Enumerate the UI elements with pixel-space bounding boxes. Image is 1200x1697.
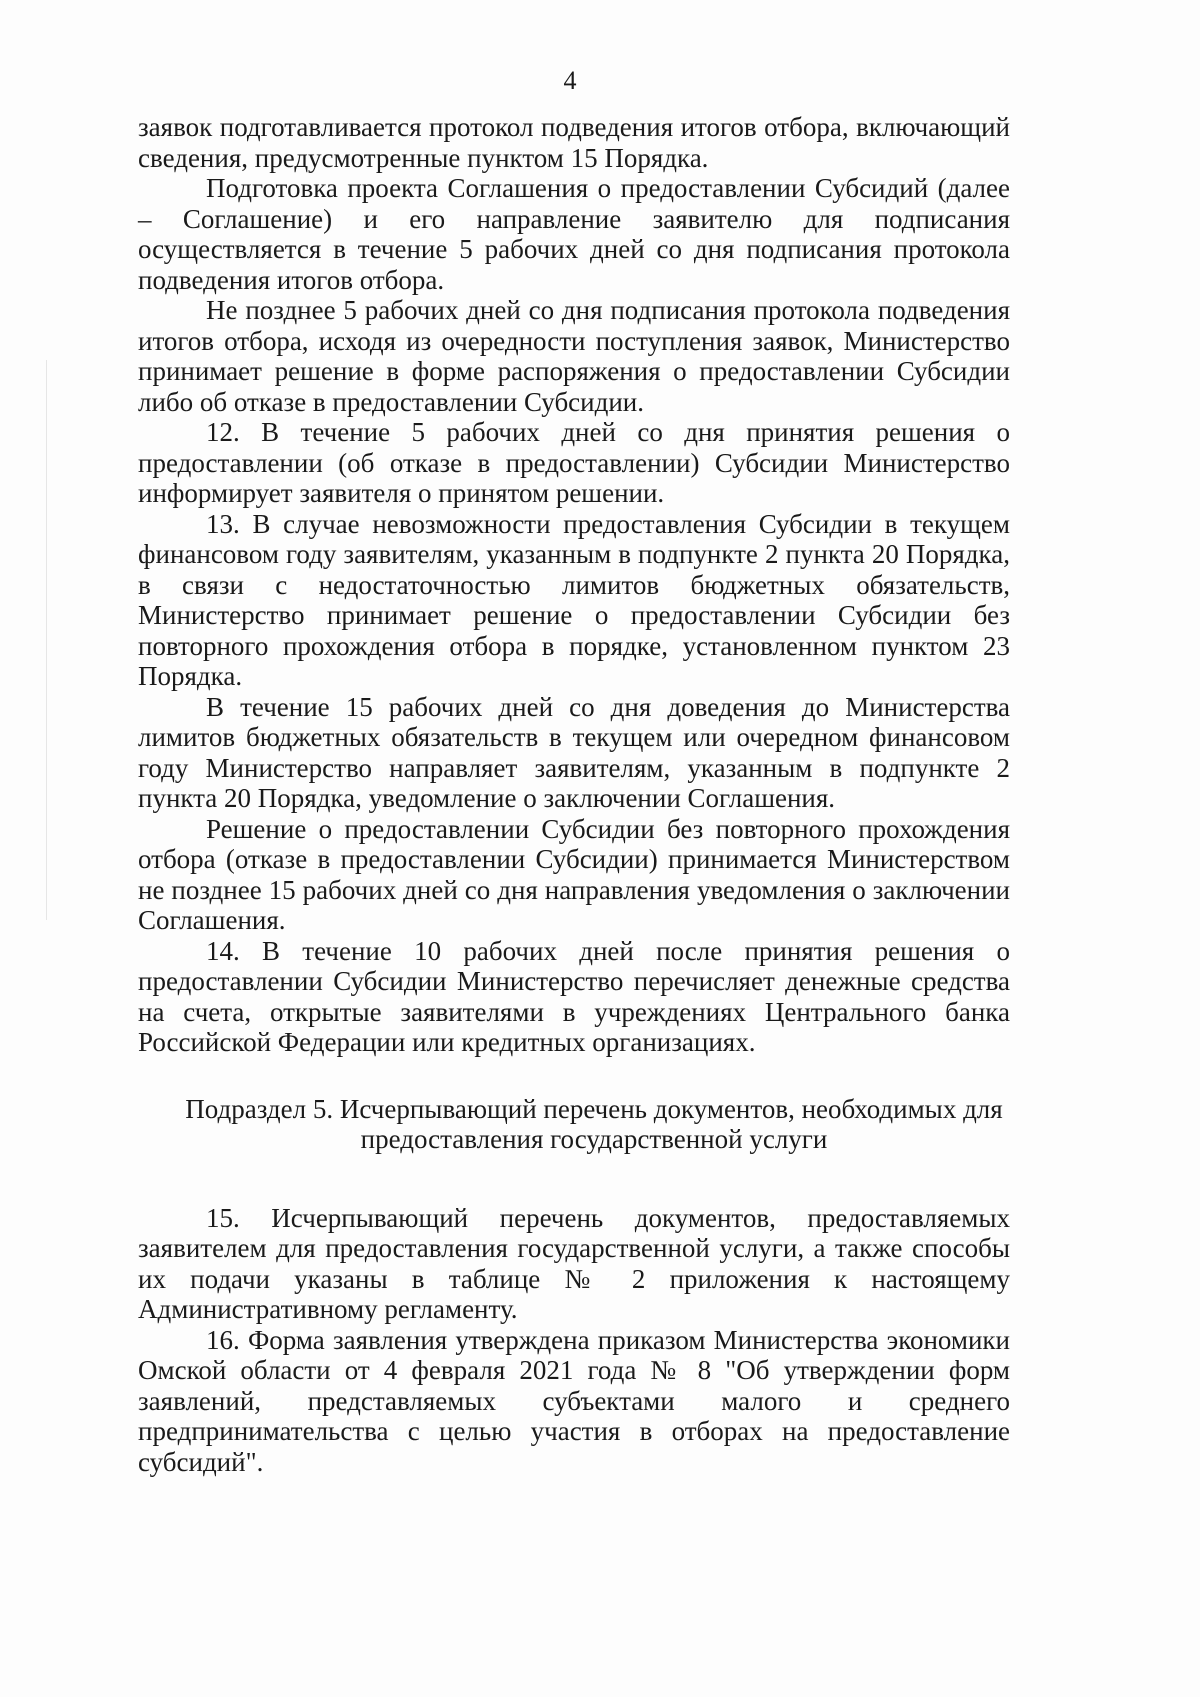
paragraph-continuation: заявок подготавливается протокол подведения итогов отбора, включающий сведения, предусмотренные пунктом 15 Порядка. — [138, 112, 1010, 173]
paragraph-decision-without-selection: Решение о предоставлении Субсидии без повторного прохождения отбора (отказе в предоставлении Субсидии) принимается Министерством не позднее 15 рабочих дней со дня направления уведомления о заключении Соглашения. — [138, 813, 1010, 935]
paragraph-item-14: 14. В течение 10 рабочих дней после принятия решения о предоставлении Субсидии Министерство перечисляет денежные средства на счета, открытые заявителями в учреждениях Центрального банка Российской Федерации или кредитных организациях. — [138, 935, 1010, 1057]
scan-edge-mark — [46, 360, 47, 920]
section-heading-line1: Подраздел 5. Исчерпывающий перечень документов, необходимых для — [185, 1093, 1003, 1124]
paragraph-item-16: 16. Форма заявления утверждена приказом Министерства экономики Омской области от 4 февраля 2021 года № 8 "Об утверждении форм заявлений, представляемых субъектами малого и среднего предпринимательства с целью участия в отборах на предоставление субсидий". — [138, 1324, 1010, 1477]
document-body — [138, 112, 1010, 1477]
paragraph-item-13: 13. В случае невозможности предоставления Субсидии в текущем финансовом году заявителям, указанным в подпункте 2 пункта 20 Порядка, в связи с недостаточностью лимитов бюджетных обязательств, Министерство принимает решение о предоставлении Субсидии без повторного прохождения отбора в порядке, установленном пунктом 23 Порядка. — [138, 508, 1010, 691]
section-heading — [138, 1094, 1010, 1155]
section-heading-line2: предоставления государственной услуги — [360, 1124, 828, 1154]
paragraph-item-15: 15. Исчерпывающий перечень документов, предоставляемых заявителем для предоставления государственной услуги, а также способы их подачи указаны в таблице № 2 приложения к настоящему Административному регламенту. — [138, 1202, 1010, 1324]
paragraph-limits: В течение 15 рабочих дней со дня доведения до Министерства лимитов бюджетных обязательств в текущем или очередном финансовом году Министерство направляет заявителям, указанным в подпункте 2 пункта 20 Порядка, уведомление о заключении Соглашения. — [138, 691, 1010, 813]
page-number: 4 — [563, 66, 577, 95]
paragraph-decision: Не позднее 5 рабочих дней со дня подписания протокола подведения итогов отбора, исходя из очередности поступления заявок, Министерство принимает решение в форме распоряжения о предоставлении Субсидии либо об отказе в предоставлении Субсидии. — [138, 295, 1010, 417]
paragraph-agreement-preparation: Подготовка проекта Соглашения о предоставлении Субсидий (далее – Соглашение) и его направление заявителю для подписания осуществляется в течение 5 рабочих дней со дня подписания протокола подведения итогов отбора. — [138, 173, 1010, 295]
paragraph-item-12: 12. В течение 5 рабочих дней со дня принятия решения о предоставлении (об отказе в предоставлении) Субсидии Министерство информирует заявителя о принятом решении. — [138, 417, 1010, 508]
